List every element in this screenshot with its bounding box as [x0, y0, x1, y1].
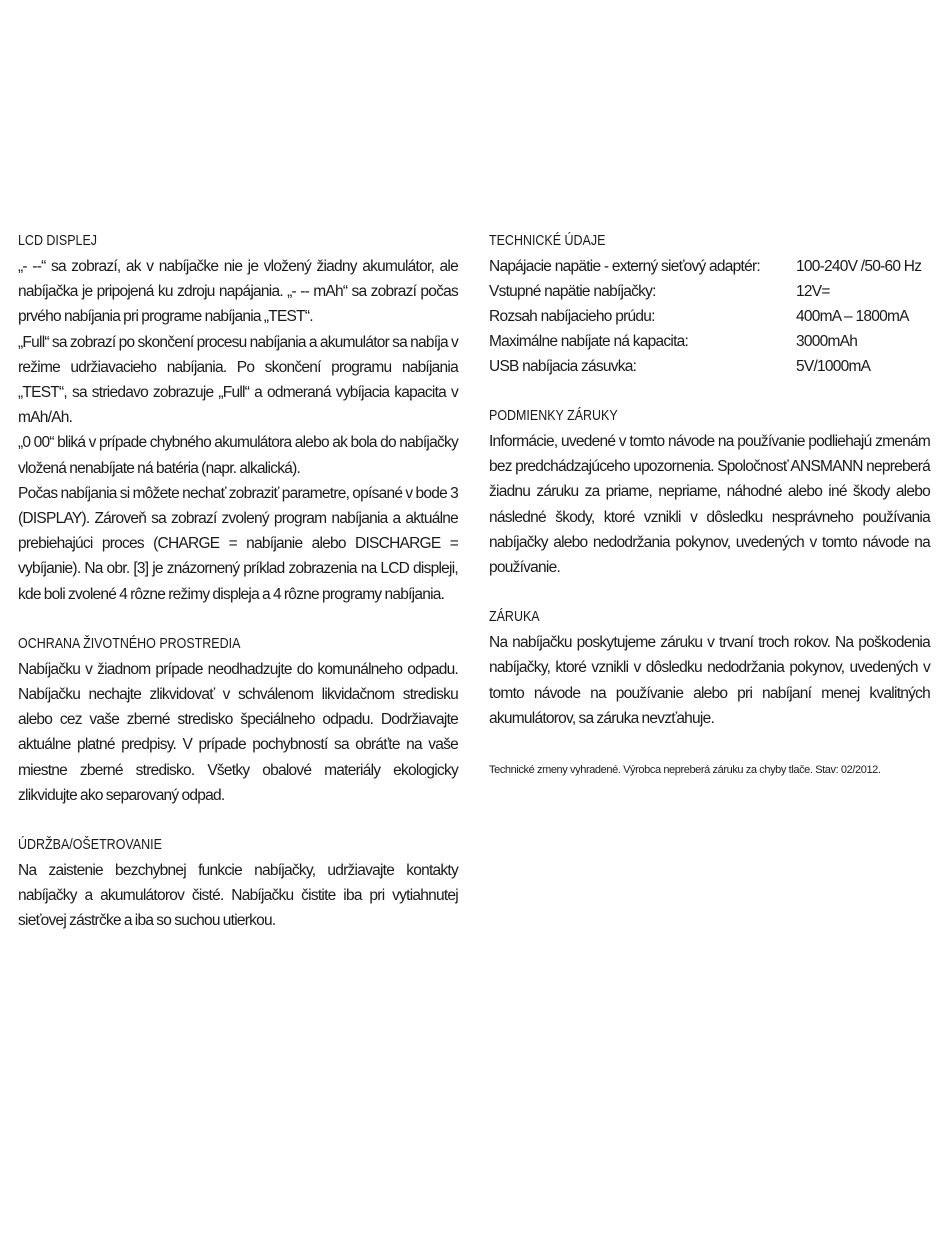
section-heading: OCHRANA ŽIVOTNÉHO PROSTREDIA	[18, 635, 241, 652]
lcd-display-section	[18, 229, 458, 607]
spec-label: Napájacie napätie - externý sieťový adaptér:	[489, 258, 760, 275]
spec-row	[489, 354, 930, 379]
paragraph: Nabíjačku v žiadnom prípade neodhadzujte do komunálneho odpadu. Nabíjačku nechajte zlikvidovať v schválenom likvidačnom stredisku alebo cez vaše zberné stredisko špeciálneho odpadu. Dodržiavajte aktuálne platné predpisy. V prípade pochybností sa obráťte na vaše miestne zberné stredisko. Všetky obalové materiály ekologicky zlikvidujte ako separovaný odpad.	[18, 660, 458, 804]
section-heading: PODMIENKY ZÁRUKY	[489, 408, 618, 424]
spec-label: USB nabíjacia zásuvka:	[489, 358, 637, 375]
environment-section	[18, 632, 458, 808]
paragraph: Na zaistenie bezchybnej funkcie nabíjačky, udržiavajte kontakty nabíjačky a akumulátorov čisté. Nabíjačku čistite iba pri vytiahnutej sieťovej zástrčke a iba so suchou utierkou.	[18, 862, 458, 930]
technical-specs-section	[489, 229, 930, 379]
spec-value: 400mA – 1800mA	[796, 308, 909, 325]
spec-value: 100-240V /50-60 Hz	[796, 258, 922, 275]
paragraph: „- --“ sa zobrazí, ak v nabíjačke nie je vložený žiadny akumulátor, ale nabíjačka je pripojená ku zdroju napájania. „- -- mAh“ sa zobrazí počas prvého nabíjania pri programe nabíjania „TEST“.	[18, 258, 458, 326]
warranty-terms-section	[489, 404, 930, 580]
spec-label: Vstupné napätie nabíjačky:	[489, 283, 656, 300]
paragraph: Počas nabíjania si môžete nechať zobraziť parametre, opísané v bode 3 (DISPLAY). Zároveň sa zobrazí zvolený program nabíjania a aktuálne prebiehajúci proces (CHARGE = nabíjanie alebo DISCHARGE = vybíjanie). Na obr. [3] je znázornený príklad zobrazenia na LCD displeji, kde boli zvolené 4 rôzne režimy displeja a 4 rôzne programy nabíjania.	[18, 484, 458, 603]
spec-row	[489, 254, 930, 279]
spec-value: 3000mAh	[796, 333, 858, 350]
right-column	[489, 229, 930, 777]
warranty-section	[489, 605, 930, 731]
section-heading: ÚDRŽBA/OŠETROVANIE	[18, 837, 162, 854]
section-heading: TECHNICKÉ ÚDAJE	[489, 233, 606, 249]
maintenance-section	[18, 833, 458, 934]
paragraph: „0 00“ bliká v prípade chybného akumulátora alebo ak bola do nabíjačky vložená nenabíjate ná batéria (napr. alkalická).	[18, 434, 458, 477]
left-column	[18, 229, 458, 934]
spec-label: Maximálne nabíjate ná kapacita:	[489, 333, 689, 350]
specs-table	[489, 254, 930, 379]
section-heading: ZÁRUKA	[489, 609, 540, 626]
footnote: Technické zmeny vyhradené. Výrobca nepreberá záruku za chyby tlače. Stav: 02/2012.	[489, 764, 881, 777]
spec-value: 12V=	[796, 283, 830, 300]
spec-row	[489, 304, 930, 329]
paragraph: Na nabíjačku poskytujeme záruku v trvaní troch rokov. Na poškodenia nabíjačky, ktoré vznikli v dôsledku nedodržania pokynov, uvedených v tomto návode na používanie alebo pri nabíjaní menej kvalitných akumulátorov, sa záruka nevzťahuje.	[489, 634, 930, 727]
section-heading: LCD DISPLEJ	[18, 233, 98, 249]
spec-row	[489, 329, 930, 354]
spec-row	[489, 279, 930, 304]
paragraph: Informácie, uvedené v tomto návode na používanie podliehajú zmenám bez predchádzajúceho upozornenia. Spoločnosť ANSMANN nepreberá žiadnu záruku za priame, nepriame, náhodné alebo iné škody alebo následné škody, ktoré vznikli v dôsledku nesprávneho používania nabíjačky alebo nedodržania pokynov, uvedených v tomto návode na používanie.	[489, 433, 930, 577]
spec-label: Rozsah nabíjacieho prúdu:	[489, 308, 655, 325]
paragraph: „Full“ sa zobrazí po skončení procesu nabíjania a akumulátor sa nabíja v režime udržiavacieho nabíjania. Po skončení programu nabíjania „TEST“, sa striedavo zobrazuje „Full“ a odmeraná vybíjacia kapacita v mAh/Ah.	[18, 333, 458, 427]
spec-value: 5V/1000mA	[796, 358, 871, 375]
